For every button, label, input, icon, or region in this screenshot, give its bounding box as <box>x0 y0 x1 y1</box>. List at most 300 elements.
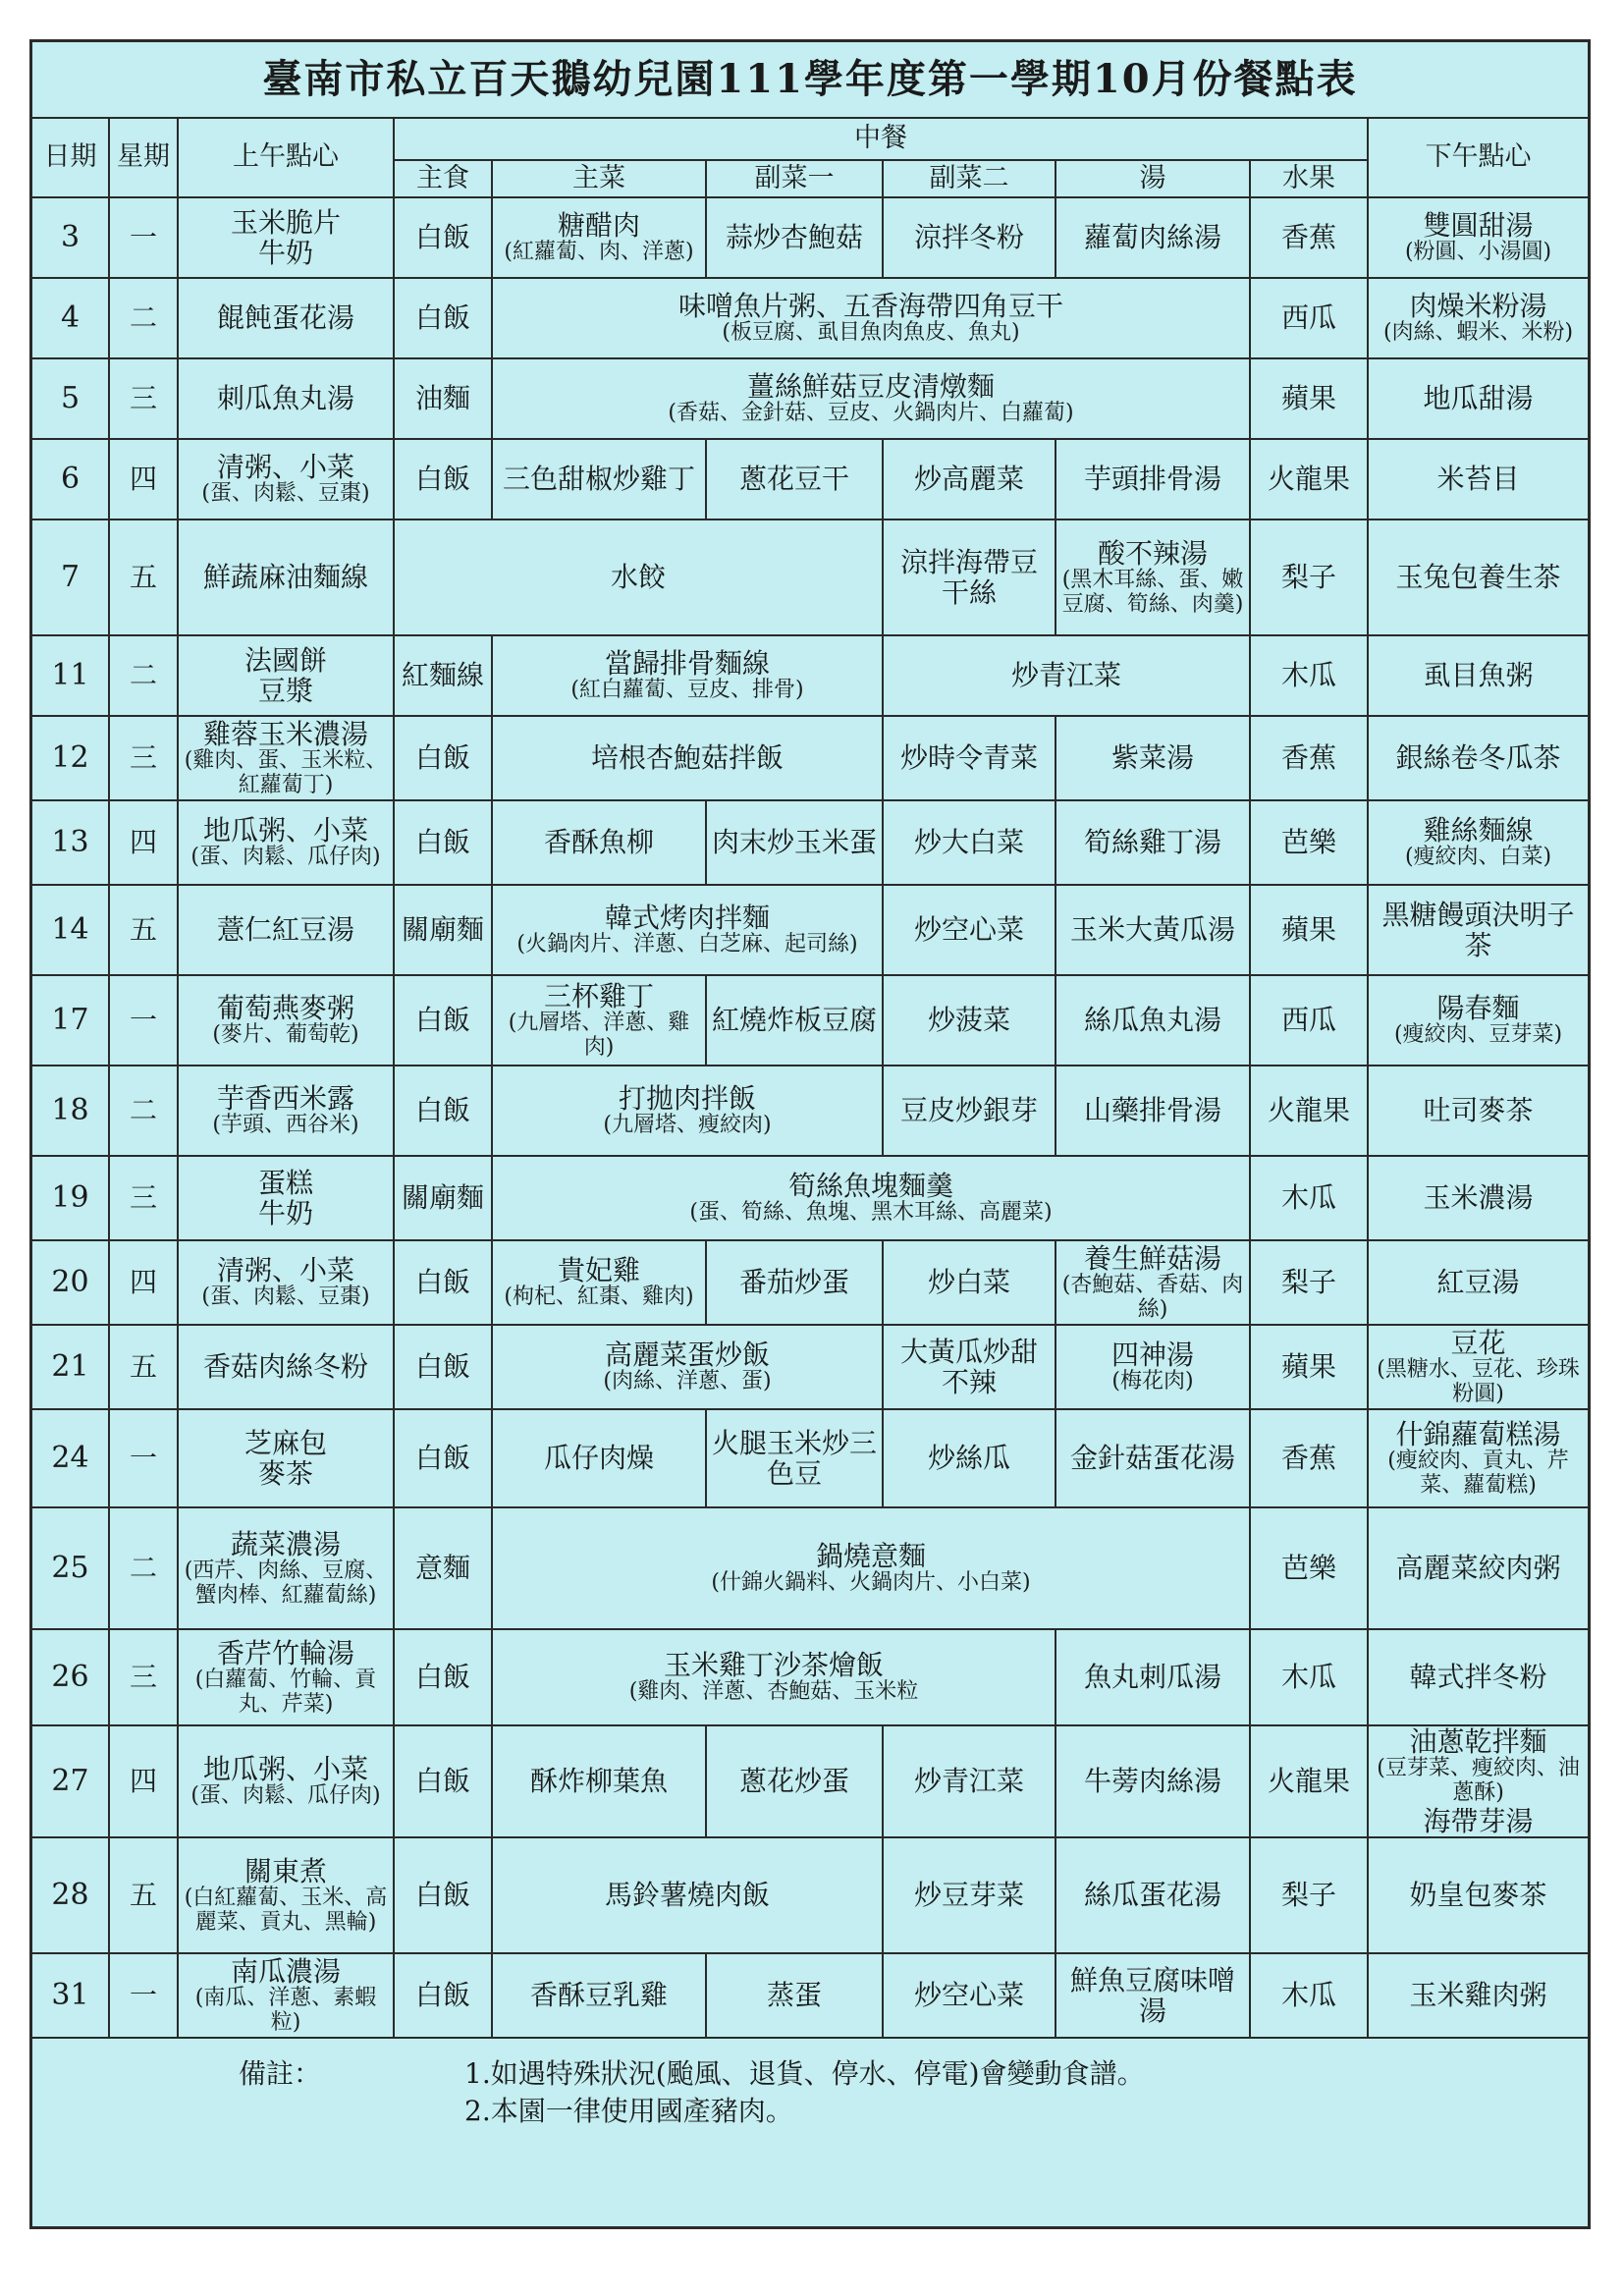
side1-cell-text: 紅燒炸板豆腐 <box>711 1004 877 1037</box>
main-dish-cell-text: 三色甜椒炒雞丁 <box>502 463 695 496</box>
header-soup: 湯 <box>1056 160 1250 197</box>
staple-cell: 白飯 <box>394 800 492 885</box>
header-side1: 副菜一 <box>706 160 883 197</box>
side2-cell-text: 炒青江菜 <box>913 1765 1024 1798</box>
fruit-cell: 梨子 <box>1250 519 1368 635</box>
soup-cell-text: 芋頭排骨湯 <box>1083 463 1221 496</box>
soup-cell-text: 絲瓜魚丸湯 <box>1083 1004 1221 1037</box>
table-row <box>32 1240 1588 1325</box>
staple-cell: 白飯 <box>394 1629 492 1725</box>
staple-cell: 關廟麵 <box>394 885 492 975</box>
am-snack-text: 法國餅 <box>244 643 327 677</box>
lunch-combined-cell-text: 鍋燒意麵 <box>815 1540 926 1572</box>
weekday-cell: 三 <box>109 1629 178 1725</box>
soup-cell <box>1056 885 1250 975</box>
side2-cell-text: 炒豆芽菜 <box>913 1879 1024 1912</box>
side1-cell <box>706 975 883 1066</box>
side2-soup-cell <box>883 635 1250 716</box>
side2-cell-text: 炒高麗菜 <box>913 463 1024 496</box>
staple-cell: 油麵 <box>394 358 492 439</box>
header-fruit: 水果 <box>1250 160 1368 197</box>
weekday-cell: 四 <box>109 1240 178 1325</box>
notes-line-2: 2.本園一律使用國產豬肉。 <box>464 2095 793 2127</box>
am-snack-text: 清粥、小菜 <box>216 1254 354 1286</box>
soup-cell <box>1056 1725 1250 1837</box>
pm-snack-cell-detail: (瘦絞肉、豆芽菜) <box>1393 1022 1563 1048</box>
weekday-cell: 五 <box>109 1837 178 1953</box>
main-dish-cell-detail: (九層塔、洋蔥、雞肉) <box>508 1011 690 1060</box>
side2-cell <box>883 885 1056 975</box>
table-row <box>32 975 1588 1066</box>
am-snack-text: 地瓜粥、小菜 <box>202 814 368 847</box>
date-cell: 11 <box>32 635 109 716</box>
table-row <box>32 1409 1588 1507</box>
date-cell: 26 <box>32 1629 109 1725</box>
pm-snack-cell <box>1368 1507 1588 1629</box>
am-snack-detail: (西芹、肉絲、豆腐、蟹肉棒、紅蘿蔔絲) <box>184 1558 388 1608</box>
header-side2: 副菜二 <box>883 160 1056 197</box>
am-snack-text: 香菇肉絲冬粉 <box>202 1350 368 1384</box>
soup-cell <box>1056 1240 1250 1325</box>
pm-snack-cell-text: 虱目魚粥 <box>1423 659 1534 692</box>
side2-cell <box>883 1325 1056 1409</box>
main-dish-cell-text: 貴妃雞 <box>557 1254 640 1286</box>
main-combined-cell-detail: (九層塔、瘦絞肉) <box>603 1113 772 1138</box>
side2-cell-text: 炒空心菜 <box>913 913 1024 947</box>
am-snack-detail: (芋頭、西谷米) <box>212 1113 359 1138</box>
pm-snack-cell-text: 銀絲卷冬瓜茶 <box>1395 741 1561 775</box>
weekday-cell: 二 <box>109 635 178 716</box>
notes <box>32 2039 1588 2129</box>
soup-cell <box>1056 1066 1250 1156</box>
fruit-cell: 梨子 <box>1250 1837 1368 1953</box>
am-snack-text: 餛飩蛋花湯 <box>216 301 354 335</box>
am-snack-cell <box>178 800 394 885</box>
lunch-combined-cell-text: 味噌魚片粥、五香海帶四角豆干 <box>677 290 1063 322</box>
pm-snack-cell <box>1368 519 1588 635</box>
am-snack-text: 牛奶 <box>257 1197 313 1230</box>
table-row <box>32 1629 1588 1725</box>
weekday-cell: 二 <box>109 278 178 358</box>
pm-snack-cell-detail: (瘦絞肉、貢丸、芹菜、蘿蔔糕) <box>1387 1449 1569 1498</box>
side2-cell-text: 炒大白菜 <box>913 826 1024 859</box>
pm-snack-cell-detail: (瘦絞肉、白菜) <box>1404 845 1552 870</box>
table-row <box>32 1156 1588 1240</box>
am-snack-cell <box>178 519 394 635</box>
staple-cell: 白飯 <box>394 1837 492 1953</box>
date-cell: 4 <box>32 278 109 358</box>
side2-cell-text: 炒空心菜 <box>913 1979 1024 2012</box>
soup-cell-text: 酸不辣湯 <box>1097 536 1208 570</box>
am-snack-text: 雞蓉玉米濃湯 <box>202 717 368 750</box>
weekday-cell: 三 <box>109 1156 178 1240</box>
staple-cell: 白飯 <box>394 716 492 800</box>
am-snack-cell <box>178 635 394 716</box>
am-snack-detail: (蛋、肉鬆、豆棗) <box>201 1285 370 1310</box>
side1-cell <box>706 1240 883 1325</box>
date-cell: 21 <box>32 1325 109 1409</box>
table-row <box>32 1325 1588 1409</box>
am-snack-cell <box>178 278 394 358</box>
side2-cell-text: 炒絲瓜 <box>927 1442 1010 1475</box>
pm-snack-cell-detail: (豆芽菜、瘦絞肉、油蔥酥) <box>1377 1756 1580 1805</box>
am-snack-detail: (蛋、肉鬆、瓜仔肉) <box>190 845 381 870</box>
side1-cell <box>706 1953 883 2038</box>
pm-snack-cell <box>1368 1066 1588 1156</box>
pm-snack-cell <box>1368 1156 1588 1240</box>
pm-snack-cell <box>1368 635 1588 716</box>
soup-cell <box>1056 1837 1250 1953</box>
soup-cell-text: 金針菇蛋花湯 <box>1069 1442 1235 1475</box>
staple-cell: 白飯 <box>394 1409 492 1507</box>
am-snack-cell <box>178 1725 394 1837</box>
meal-table <box>32 119 1588 2039</box>
weekday-cell: 一 <box>109 197 178 278</box>
soup-cell-text: 四神湯 <box>1110 1339 1194 1371</box>
soup-cell-text: 蘿蔔肉絲湯 <box>1083 221 1221 254</box>
main-dish-cell-text: 香酥魚柳 <box>543 826 654 859</box>
main-dish-cell <box>492 439 706 519</box>
am-snack-cell <box>178 885 394 975</box>
main-dish-cell-text: 三杯雞丁 <box>543 979 654 1012</box>
side2-cell <box>883 1725 1056 1837</box>
side1-cell-text: 番茄炒蛋 <box>738 1266 849 1299</box>
fruit-cell: 香蕉 <box>1250 716 1368 800</box>
soup-cell <box>1056 439 1250 519</box>
header-lunch: 中餐 <box>394 119 1368 160</box>
pm-snack-cell <box>1368 1409 1588 1507</box>
am-snack-text: 刺瓜魚丸湯 <box>216 382 354 415</box>
pm-snack-cell-text: 雞絲麵線 <box>1423 814 1534 847</box>
side2-cell-text: 涼拌海帶豆干絲 <box>899 545 1038 609</box>
am-snack-detail: (麥片、葡萄乾) <box>212 1022 359 1048</box>
lunch-combined-cell <box>492 278 1250 358</box>
am-snack-text: 清粥、小菜 <box>216 451 354 483</box>
pm-snack-cell <box>1368 439 1588 519</box>
table-row <box>32 278 1588 358</box>
table-row <box>32 635 1588 716</box>
lunch-combined-cell-text: 水餃 <box>610 561 666 594</box>
date-cell: 17 <box>32 975 109 1066</box>
fruit-cell: 西瓜 <box>1250 975 1368 1066</box>
am-snack-text: 葡萄燕麥粥 <box>216 992 354 1024</box>
side1-cell-text: 蒜炒杏鮑菇 <box>725 221 863 254</box>
am-snack-cell <box>178 1325 394 1409</box>
am-snack-cell <box>178 1409 394 1507</box>
pm-snack-cell <box>1368 885 1588 975</box>
soup-cell <box>1056 197 1250 278</box>
table-row <box>32 716 1588 800</box>
main-dish-cell <box>492 800 706 885</box>
am-snack-cell <box>178 197 394 278</box>
side2-cell <box>883 716 1056 800</box>
am-snack-text: 蛋糕 <box>257 1166 313 1199</box>
pm-snack-cell-text: 吐司麥茶 <box>1423 1094 1534 1127</box>
staple-cell: 白飯 <box>394 1953 492 2038</box>
fruit-cell: 梨子 <box>1250 1240 1368 1325</box>
soup-cell-text: 紫菜湯 <box>1110 741 1194 775</box>
am-snack-cell <box>178 1507 394 1629</box>
side2-cell <box>883 1409 1056 1507</box>
main-dish-cell-text: 酥炸柳葉魚 <box>529 1765 668 1798</box>
pm-snack-cell <box>1368 975 1588 1066</box>
date-cell: 12 <box>32 716 109 800</box>
fruit-cell: 木瓜 <box>1250 635 1368 716</box>
fruit-cell: 蘋果 <box>1250 1325 1368 1409</box>
soup-cell-detail: (黑木耳絲、蛋、嫩豆腐、筍絲、肉羹) <box>1061 568 1244 617</box>
side2-cell-text: 炒白菜 <box>927 1266 1010 1299</box>
main-combined-cell <box>492 885 883 975</box>
side2-cell-text: 炒時令青菜 <box>899 741 1038 775</box>
fruit-cell: 蘋果 <box>1250 358 1368 439</box>
staple-cell: 白飯 <box>394 975 492 1066</box>
am-snack-cell <box>178 358 394 439</box>
table-row <box>32 1725 1588 1837</box>
side2-soup-cell-text: 炒青江菜 <box>1010 659 1121 692</box>
weekday-cell: 四 <box>109 800 178 885</box>
pm-snack-cell-text-2: 海帶芽湯 <box>1423 1804 1534 1837</box>
main-combined-cell-text: 打拋肉拌飯 <box>618 1082 756 1115</box>
side1-cell <box>706 439 883 519</box>
date-cell: 31 <box>32 1953 109 2038</box>
am-snack-text: 香芹竹輪湯 <box>216 1636 354 1669</box>
pm-snack-cell-detail: (肉絲、蝦米、米粉) <box>1382 320 1574 346</box>
pm-snack-cell-text: 高麗菜絞肉粥 <box>1395 1552 1561 1585</box>
header-staple: 主食 <box>394 160 492 197</box>
soup-cell-text: 魚丸刺瓜湯 <box>1083 1661 1221 1694</box>
main-dish-cell <box>492 197 706 278</box>
soup-cell <box>1056 1953 1250 2038</box>
side1-cell-text: 火腿玉米炒三色豆 <box>711 1426 877 1490</box>
soup-cell-text: 牛蒡肉絲湯 <box>1083 1765 1221 1798</box>
am-snack-text: 牛奶 <box>257 237 313 269</box>
pm-snack-cell <box>1368 1837 1588 1953</box>
soup-cell <box>1056 1409 1250 1507</box>
pm-snack-cell-text: 什錦蘿蔔糕湯 <box>1395 1417 1561 1450</box>
weekday-cell: 一 <box>109 975 178 1066</box>
pm-snack-cell-text: 奶皇包麥茶 <box>1409 1879 1547 1912</box>
pm-snack-cell-text: 韓式拌冬粉 <box>1409 1661 1547 1694</box>
side2-cell <box>883 1240 1056 1325</box>
fruit-cell: 火龍果 <box>1250 439 1368 519</box>
header-pm-snack: 下午點心 <box>1368 119 1588 197</box>
soup-cell-text: 鮮魚豆腐味噌湯 <box>1069 1963 1235 2027</box>
soup-cell <box>1056 716 1250 800</box>
pm-snack-cell-text: 黑糖饅頭決明子茶 <box>1381 898 1575 961</box>
pm-snack-cell-detail: (黑糖水、豆花、珍珠粉圓) <box>1377 1357 1580 1406</box>
pm-snack-cell-text: 豆花 <box>1450 1326 1506 1359</box>
lunch-combined-cell <box>492 358 1250 439</box>
side2-cell <box>883 519 1056 635</box>
header-date: 日期 <box>32 119 109 197</box>
pm-snack-cell <box>1368 1725 1588 1837</box>
table-row <box>32 885 1588 975</box>
am-snack-cell <box>178 1953 394 2038</box>
soup-cell <box>1056 800 1250 885</box>
staple-cell: 白飯 <box>394 278 492 358</box>
soup-cell-detail: (杏鮑菇、香菇、肉絲) <box>1061 1273 1244 1322</box>
weekday-cell: 三 <box>109 716 178 800</box>
am-snack-cell <box>178 439 394 519</box>
date-cell: 13 <box>32 800 109 885</box>
table-row <box>32 519 1588 635</box>
lunch-combined-cell-detail: (板豆腐、虱目魚肉魚皮、魚丸) <box>722 320 1020 346</box>
notes-line-1: 1.如遇特殊狀況(颱風、退貨、停水、停電)會變動食譜。 <box>464 2057 1145 2090</box>
soup-cell <box>1056 975 1250 1066</box>
pm-snack-cell-text: 陽春麵 <box>1436 992 1520 1024</box>
am-snack-detail: (蛋、肉鬆、豆棗) <box>201 481 370 507</box>
pm-snack-cell <box>1368 197 1588 278</box>
am-snack-cell <box>178 1629 394 1725</box>
staple-cell: 意麵 <box>394 1507 492 1629</box>
am-snack-text: 蔬菜濃湯 <box>230 1527 341 1560</box>
lunch-combined-cell <box>492 1156 1250 1240</box>
lunch-combined-cell-detail: (什錦火鍋料、火鍋肉片、小白菜) <box>711 1570 1031 1596</box>
main-combined-cell <box>492 1066 883 1156</box>
lunch-combined-cell-text: 薑絲鮮菇豆皮清燉麵 <box>746 370 995 403</box>
main-combined-cell <box>492 1325 883 1409</box>
main-combined-cell <box>492 716 883 800</box>
weekday-cell: 二 <box>109 1066 178 1156</box>
fruit-cell: 火龍果 <box>1250 1066 1368 1156</box>
main-combined-cell-text: 培根杏鮑菇拌飯 <box>590 741 784 775</box>
side1-cell-text: 蒸蛋 <box>766 1979 822 2012</box>
weekday-cell: 二 <box>109 1507 178 1629</box>
side1-cell-text: 肉末炒玉米蛋 <box>711 826 877 859</box>
date-cell: 3 <box>32 197 109 278</box>
table-row <box>32 1837 1588 1953</box>
pm-snack-cell-text: 玉米濃湯 <box>1423 1181 1534 1215</box>
weekday-cell: 三 <box>109 358 178 439</box>
pm-snack-cell <box>1368 358 1588 439</box>
fruit-cell: 木瓜 <box>1250 1156 1368 1240</box>
pm-snack-cell-text: 雙圓甜湯 <box>1423 209 1534 242</box>
am-snack-detail: (白蘿蔔、竹輪、貢丸、芹菜) <box>194 1667 377 1717</box>
soup-cell <box>1056 519 1250 635</box>
side1-cell <box>706 197 883 278</box>
soup-cell <box>1056 1325 1250 1409</box>
main-dish-cell-text: 糖醋肉 <box>557 209 640 242</box>
am-snack-cell <box>178 1066 394 1156</box>
date-cell: 24 <box>32 1409 109 1507</box>
table-row <box>32 1953 1588 2038</box>
menu-sheet <box>29 39 1591 2229</box>
lunch-combined-cell <box>492 1507 1250 1629</box>
page-title: 臺南市私立百天鵝幼兒園111學年度第一學期10月份餐點表 <box>32 42 1588 119</box>
pm-snack-cell <box>1368 716 1588 800</box>
date-cell: 5 <box>32 358 109 439</box>
soup-cell-text: 山藥排骨湯 <box>1083 1094 1221 1127</box>
pm-snack-cell-text: 地瓜甜湯 <box>1423 382 1534 415</box>
am-snack-text: 麥茶 <box>257 1457 313 1490</box>
staple-cell: 白飯 <box>394 1725 492 1837</box>
side1-cell <box>706 800 883 885</box>
main-combined-cell-text: 高麗菜蛋炒飯 <box>604 1339 770 1371</box>
header-main: 主菜 <box>492 160 706 197</box>
am-snack-cell <box>178 716 394 800</box>
table-row <box>32 1507 1588 1629</box>
date-cell: 25 <box>32 1507 109 1629</box>
side2-cell-text: 大黃瓜炒甜不辣 <box>899 1335 1038 1398</box>
main-combined-cell <box>492 635 883 716</box>
header-weekday: 星期 <box>109 119 178 197</box>
main-dish-cell <box>492 1409 706 1507</box>
am-snack-text: 鮮蔬麻油麵線 <box>202 561 368 594</box>
date-cell: 28 <box>32 1837 109 1953</box>
date-cell: 14 <box>32 885 109 975</box>
am-snack-detail: (白紅蘿蔔、玉米、高麗菜、貢丸、黑輪) <box>184 1886 388 1935</box>
side2-cell-text: 豆皮炒銀芽 <box>899 1094 1038 1127</box>
am-snack-text: 芝麻包 <box>244 1426 327 1459</box>
soup-cell-text: 絲瓜蛋花湯 <box>1083 1879 1221 1912</box>
fruit-cell: 火龍果 <box>1250 1725 1368 1837</box>
side2-cell <box>883 1066 1056 1156</box>
date-cell: 27 <box>32 1725 109 1837</box>
pm-snack-cell-detail: (粉圓、小湯圓) <box>1404 240 1552 265</box>
lunch-combined-cell-text: 筍絲魚塊麵羹 <box>787 1170 953 1202</box>
pm-snack-cell-text: 肉燥米粉湯 <box>1409 290 1547 322</box>
weekday-cell: 一 <box>109 1409 178 1507</box>
main-combined-cell <box>492 1837 883 1953</box>
side1-cell-text: 蔥花豆干 <box>738 463 849 496</box>
am-snack-cell <box>178 975 394 1066</box>
pm-snack-cell <box>1368 1629 1588 1725</box>
main-dish-cell-text: 香酥豆乳雞 <box>529 1979 668 2012</box>
am-snack-text: 玉米脆片 <box>230 205 341 239</box>
staple-cell: 白飯 <box>394 197 492 278</box>
weekday-cell: 四 <box>109 1725 178 1837</box>
am-snack-text: 南瓜濃湯 <box>230 1954 341 1988</box>
fruit-cell: 香蕉 <box>1250 1409 1368 1507</box>
am-snack-detail: (雞肉、蛋、玉米粒、紅蘿蔔丁) <box>184 748 388 797</box>
side2-cell <box>883 800 1056 885</box>
lunch-combined-cell <box>492 1629 1056 1725</box>
main-dish-cell <box>492 1953 706 2038</box>
fruit-cell: 芭樂 <box>1250 1507 1368 1629</box>
main-combined-cell-detail: (火鍋肉片、洋蔥、白芝麻、起司絲) <box>516 932 858 957</box>
fruit-cell: 蘋果 <box>1250 885 1368 975</box>
pm-snack-cell-text: 紅豆湯 <box>1436 1266 1520 1299</box>
am-snack-text: 地瓜粥、小菜 <box>202 1753 368 1785</box>
main-dish-cell-detail: (紅蘿蔔、肉、洋蔥) <box>504 240 694 265</box>
am-snack-detail: (南瓜、洋蔥、素蝦粒) <box>194 1986 377 2035</box>
soup-cell-text: 筍絲雞丁湯 <box>1083 826 1221 859</box>
weekday-cell: 五 <box>109 519 178 635</box>
am-snack-detail: (蛋、肉鬆、瓜仔肉) <box>190 1783 381 1809</box>
soup-cell-text: 玉米大黃瓜湯 <box>1069 913 1235 947</box>
table-row <box>32 439 1588 519</box>
date-cell: 18 <box>32 1066 109 1156</box>
main-dish-cell <box>492 975 706 1066</box>
pm-snack-cell <box>1368 1953 1588 2038</box>
am-snack-text: 芋香西米露 <box>216 1082 354 1115</box>
lunch-combined-cell-detail: (香菇、金針菇、豆皮、火鍋肉片、白蘿蔔) <box>668 401 1074 426</box>
soup-cell <box>1056 1629 1250 1725</box>
fruit-cell: 香蕉 <box>1250 197 1368 278</box>
side2-cell <box>883 439 1056 519</box>
pm-snack-cell-text: 玉米雞肉粥 <box>1409 1979 1547 2012</box>
main-dish-cell-text: 瓜仔肉燥 <box>543 1442 654 1475</box>
pm-snack-cell-text: 油蔥乾拌麵 <box>1409 1725 1547 1759</box>
table-row <box>32 197 1588 278</box>
am-snack-cell <box>178 1240 394 1325</box>
date-cell: 7 <box>32 519 109 635</box>
am-snack-text: 豆漿 <box>257 675 313 707</box>
staple-cell: 白飯 <box>394 1066 492 1156</box>
date-cell: 20 <box>32 1240 109 1325</box>
table-row <box>32 358 1588 439</box>
weekday-cell: 五 <box>109 885 178 975</box>
